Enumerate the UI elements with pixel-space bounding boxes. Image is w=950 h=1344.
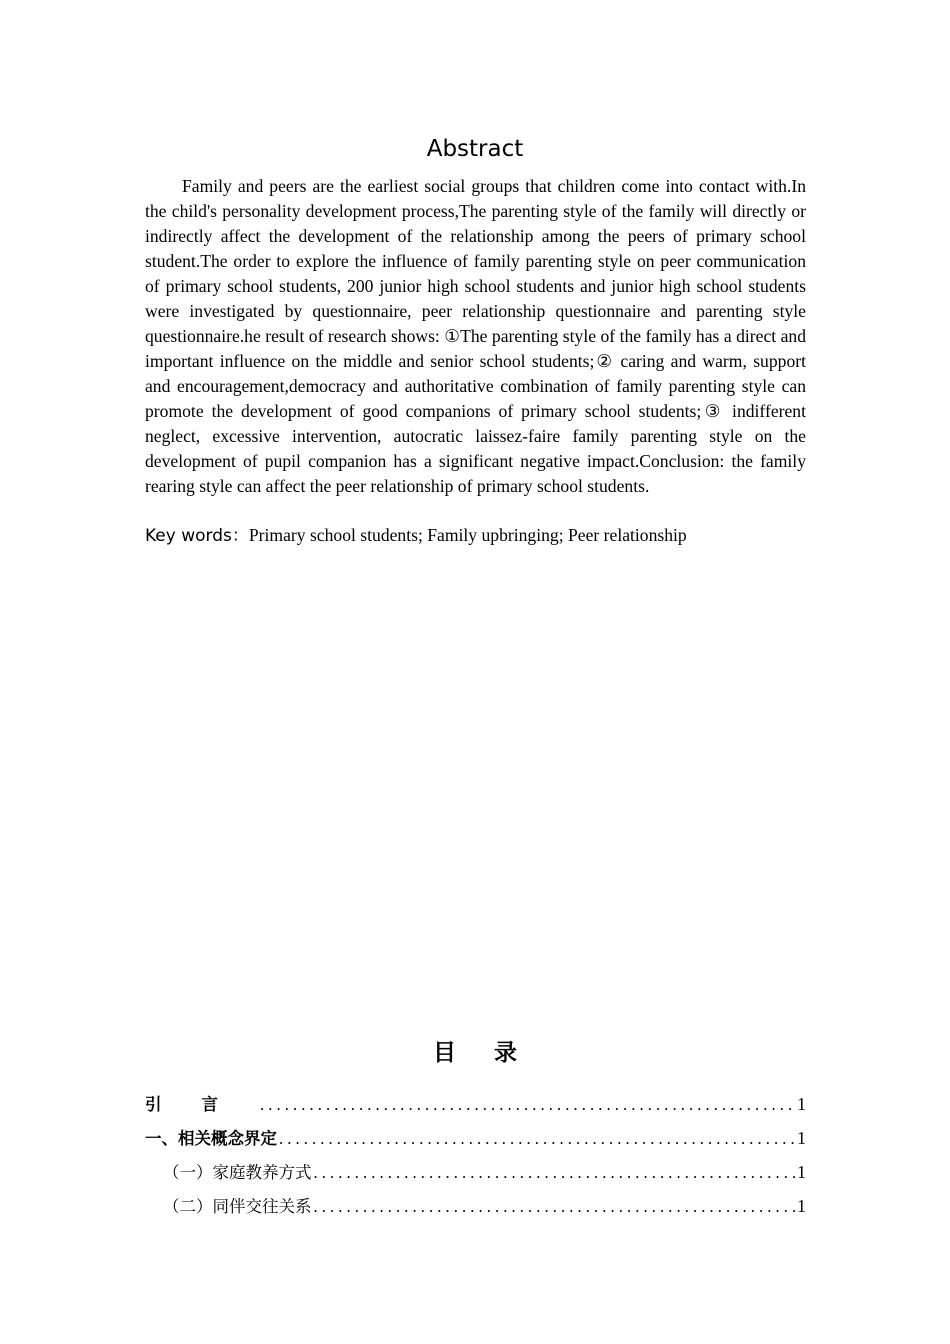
toc-page-number: 1 [797, 1196, 806, 1216]
keywords-text: Primary school students; Family upbringing; Peer relationship [248, 525, 687, 545]
toc-entry-introduction[interactable] [145, 1090, 806, 1124]
toc-leader-dots [279, 1125, 795, 1153]
abstract-title: Abstract [426, 136, 524, 162]
toc-entry-label: （二）同伴交往关系 [163, 1197, 312, 1216]
toc-page-number: 1 [797, 1162, 806, 1182]
keywords-label: Key words： [145, 526, 249, 546]
toc-entry-section-1-2[interactable] [145, 1192, 806, 1226]
toc-title: 目录 [433, 1040, 555, 1066]
toc-page-number: 1 [797, 1128, 806, 1148]
toc-entry-section-1[interactable] [145, 1124, 806, 1158]
toc-leader-dots [314, 1159, 796, 1187]
keywords-line [145, 523, 825, 549]
table-of-contents [145, 1090, 806, 1226]
toc-leader-dots [260, 1091, 795, 1119]
toc-page-number: 1 [797, 1094, 806, 1114]
toc-entry-label: （一）家庭教养方式 [163, 1163, 312, 1182]
toc-entry-label: 引言 [145, 1095, 258, 1114]
toc-entry-section-1-1[interactable] [145, 1158, 806, 1192]
abstract-body: Family and peers are the earliest social groups that children come into contact with.In the child's personality development process,The parenting style of the family will directly or indirectly affect the development of the relationship among the peers of primary school student.The order to explore the influence of family parenting style on peer communication of primary school students, 200 junior high school students and junior high school students were investigated by questionnaire, peer relationship questionnaire and parenting style questionnaire.he result of research shows: ①The parenting style of the family has a direct and important influence on the middle and senior school students;② caring and warm, support and encouragement,democracy and authoritative combination of family parenting style can promote the development of good companions of primary school students;③ indifferent neglect, excessive intervention, autocratic laissez-faire family parenting style on the development of pupil companion has a significant negative impact.Conclusion: the family rearing style can affect the peer relationship of primary school students. [145, 176, 806, 496]
toc-leader-dots [314, 1193, 796, 1221]
toc-entry-label: 一、相关概念界定 [145, 1129, 277, 1148]
